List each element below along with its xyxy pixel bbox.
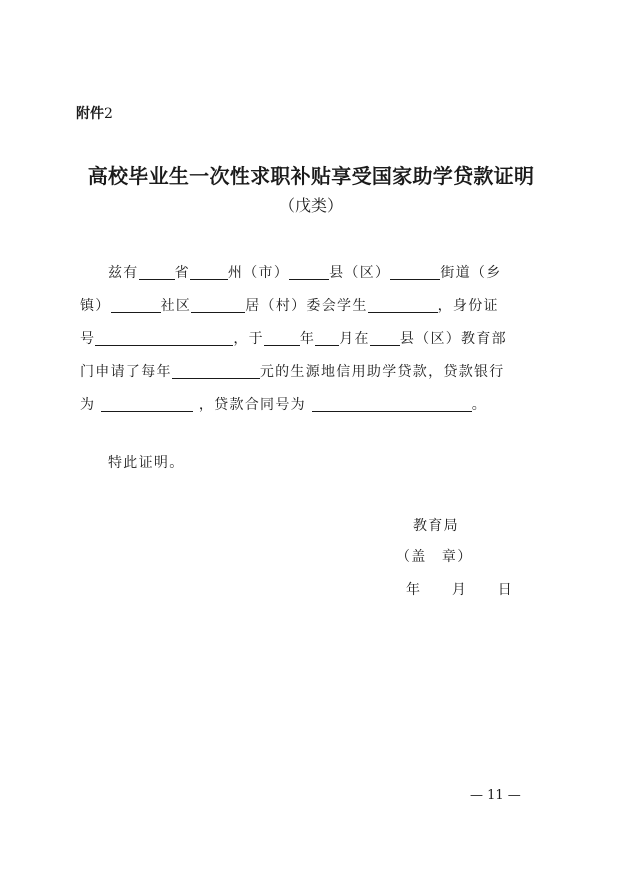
blank-year — [264, 329, 300, 346]
blank-prefecture — [190, 263, 228, 280]
blank-loan-amount — [172, 362, 260, 379]
text-segment: 兹有 — [108, 265, 139, 281]
signature-seal: （盖 章） — [396, 549, 473, 565]
text-segment: 为 — [80, 397, 96, 413]
text-segment: 门申请了每年 — [80, 364, 172, 380]
text-segment: 居（村）委会学生 — [245, 298, 368, 314]
text-segment: 县（区）教育部 — [399, 331, 507, 347]
statement: 特此证明。 — [108, 455, 185, 471]
blank-county-2 — [370, 329, 400, 346]
blank-contract-number — [312, 395, 472, 412]
attachment-label — [76, 103, 113, 123]
signature-org: 教育局 — [413, 518, 459, 534]
text-segment: 月在 — [339, 331, 370, 347]
body-line-2 — [80, 295, 499, 315]
text-segment: 社区 — [160, 298, 192, 314]
blank-village — [191, 296, 245, 313]
signature-date: 年 月 日 — [406, 582, 514, 598]
blank-bank — [101, 395, 193, 412]
text-segment: 州（市） — [227, 265, 290, 281]
blank-student-name — [368, 296, 438, 313]
blank-id-number — [95, 329, 233, 346]
body-line-1 — [108, 262, 502, 282]
body-line-3 — [80, 328, 507, 348]
blank-street — [390, 263, 440, 280]
page-number: — 11 — — [470, 788, 521, 803]
body-line-5 — [80, 394, 487, 414]
document-subtitle: （戊类） — [278, 196, 343, 215]
text-segment: ，身份证 — [437, 298, 499, 314]
text-segment: 镇） — [80, 298, 111, 314]
text-segment: 县（区） — [329, 265, 391, 281]
body-line-4 — [80, 361, 505, 381]
blank-month — [315, 329, 339, 346]
text-segment: ，贷款合同号为 — [198, 397, 306, 413]
text-segment: 省 — [174, 265, 190, 281]
text-segment: 年 — [299, 331, 316, 347]
blank-community — [111, 296, 161, 313]
document-title: 高校毕业生一次性求职补贴享受国家助学贷款证明 — [87, 164, 535, 188]
text-segment: 。 — [471, 397, 488, 413]
text-segment: 号 — [80, 331, 96, 347]
text-segment: 街道（乡 — [440, 265, 502, 281]
blank-province — [139, 263, 175, 280]
text-segment: 元的生源地信用助学贷款，贷款银行 — [259, 364, 505, 380]
attachment-text: 附件 — [76, 106, 104, 122]
blank-county — [289, 263, 329, 280]
text-segment: ，于 — [233, 331, 264, 347]
attachment-number: 2 — [104, 106, 113, 122]
